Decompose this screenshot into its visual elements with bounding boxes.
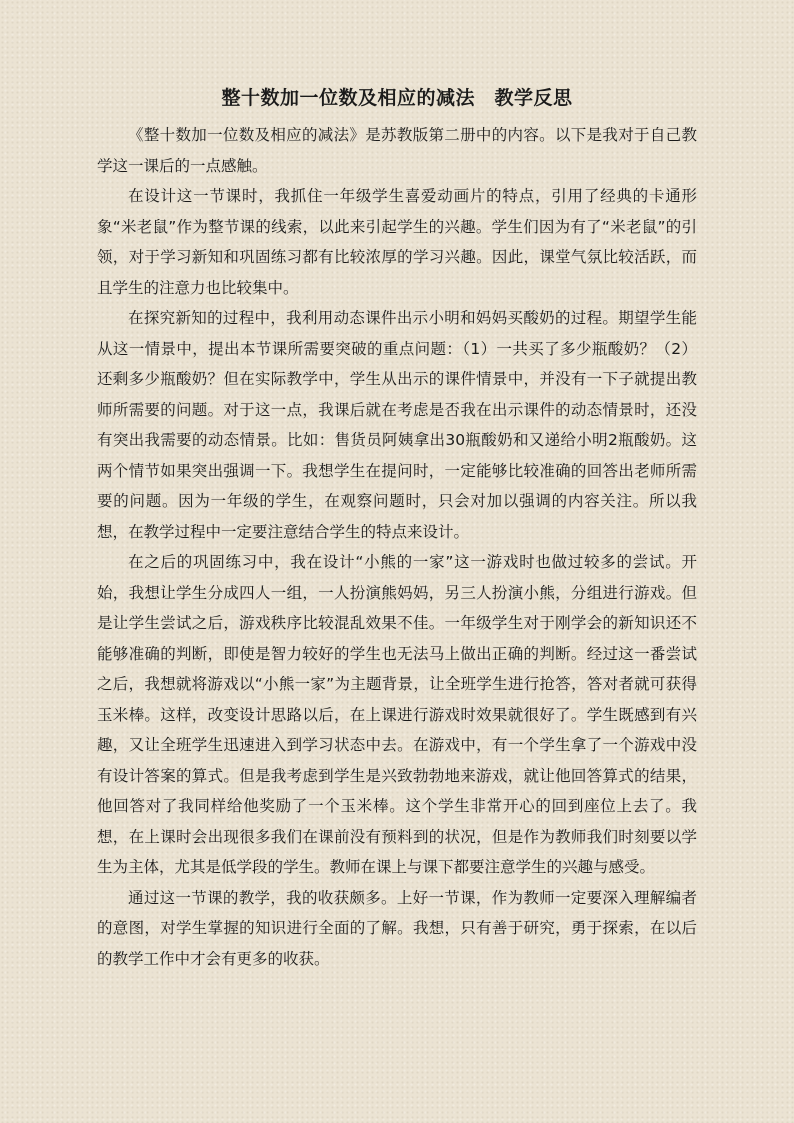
paragraph-intro: 《整十数加一位数及相应的减法》是苏教版第二册中的内容。以下是我对于自己教学这一课后的一点感触。	[97, 126, 697, 175]
paragraph-design: 在设计这一节课时，我抓住一年级学生喜爱动画片的特点，引用了经典的卡通形象“米老鼠”作为整节课的线索，以此来引起学生的兴趣。学生们因为有了“米老鼠”的引领，对于学习新知和巩固练习都有比较浓厚的学习兴趣。因此，课堂气氛比较活跃，而且学生的注意力也比较集中。	[97, 187, 697, 297]
paragraph-conclusion: 通过这一节课的教学，我的收获颇多。上好一节课，作为教师一定要深入理解编者的意图，对学生掌握的知识进行全面的了解。我想，只有善于研究，勇于探索，在以后的教学工作中才会有更多的收获。	[97, 888, 697, 968]
document-title: 整十数加一位数及相应的减法 教学反思	[221, 87, 573, 109]
paragraph-exploration: 在探究新知的过程中，我利用动态课件出示小明和妈妈买酸奶的过程。期望学生能从这一情景中，提出本节课所需要突破的重点问题：（1）一共买了多少瓶酸奶？（2）还剩多少瓶酸奶？但在实际教学中，学生从出示的课件情景中，并没有一下子就提出教师所需要的问题。对于这一点，我课后就在考虑是否我在出示课件的动态情景时，还没有突出我需要的动态情景。比如：售货员阿姨拿出30瓶酸奶和又递给小明2瓶酸奶。这两个情节如果突出强调一下。我想学生在提问时，一定能够比较准确的回答出老师所需要的问题。因为一年级的学生，在观察问题时，只会对加以强调的内容关注。所以我想，在教学过程中一定要注意结合学生的特点来设计。	[97, 309, 697, 541]
paragraph-practice: 在之后的巩固练习中，我在设计“小熊的一家”这一游戏时也做过较多的尝试。开始，我想让学生分成四人一组，一人扮演熊妈妈，另三人扮演小熊，分组进行游戏。但是让学生尝试之后，游戏秩序比较混乱效果不佳。一年级学生对于刚学会的新知识还不能够准确的判断，即使是智力较好的学生也无法马上做出正确的判断。经过这一番尝试之后，我想就将游戏以“小熊一家”为主题背景，让全班学生进行抢答，答对者就可获得玉米棒。这样，改变设计思路以后，在上课进行游戏时效果就很好了。学生既感到有兴趣，又让全班学生迅速进入到学习状态中去。在游戏中，有一个学生拿了一个游戏中没有设计答案的算式。但是我考虑到学生是兴致勃勃地来游戏，就让他回答算式的结果，他回答对了我同样给他奖励了一个玉米棒。这个学生非常开心的回到座位上去了。我想，在上课时会出现很多我们在课前没有预料到的状况，但是作为教师我们时刻要以学生为主体，尤其是低学段的学生。教师在课上与课下都要注意学生的兴趣与感受。	[97, 553, 697, 876]
